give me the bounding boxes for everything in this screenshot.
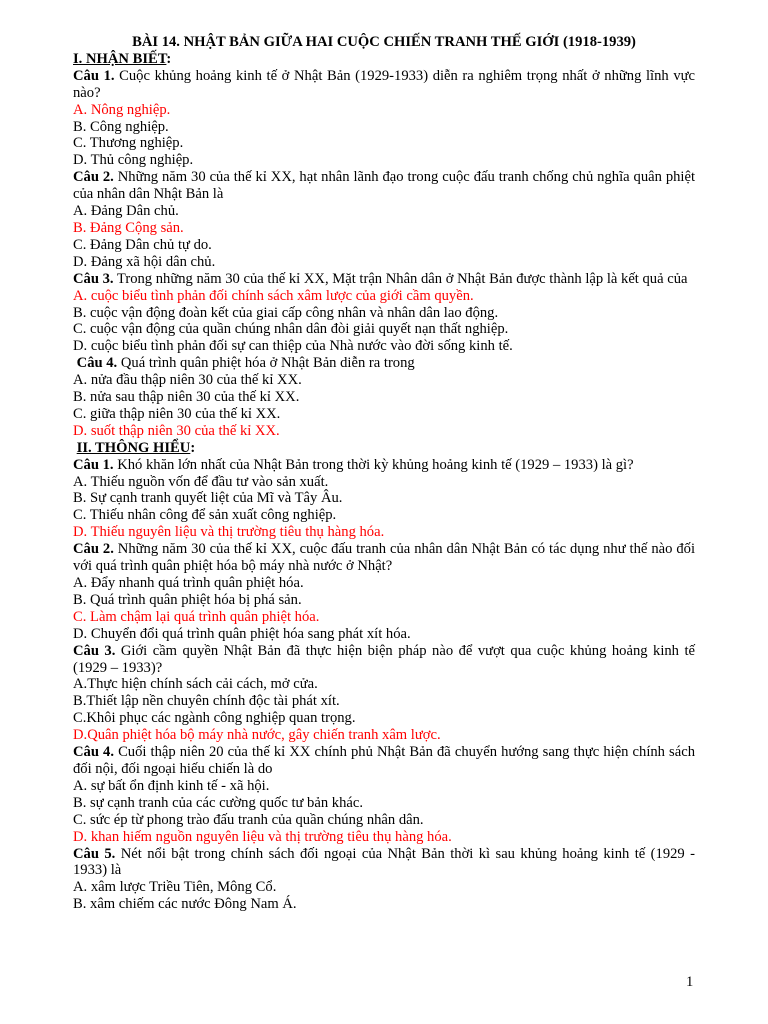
- answer-option: A. Đảng Dân chủ.: [73, 203, 179, 220]
- answer-option: C. Thiếu nhân công để sản xuất công nghiệp.: [73, 507, 337, 524]
- answer-option: B. cuộc vận động đoàn kết của giai cấp công nhân và nhân dân lao động.: [73, 304, 499, 321]
- answer-option-correct: A. Nông nghiệp.: [73, 101, 171, 118]
- question: [73, 643, 695, 677]
- question-label: Câu 3.: [73, 270, 114, 287]
- section-heading-text: II. THÔNG HIỂU: [76, 439, 191, 456]
- answer-option: B. nửa sau thập niên 30 của thế kỉ XX.: [73, 389, 300, 406]
- answer-option-correct: D. khan hiếm nguồn nguyên liệu và thị trường tiêu thụ hàng hóa.: [73, 828, 452, 845]
- question-label: Câu 2.: [73, 541, 114, 558]
- question-text: Trong những năm 30 của thế kỉ XX, Mặt trận Nhân dân ở Nhật Bản được thành lập là kết quả của: [113, 270, 688, 287]
- question: [73, 846, 695, 880]
- answer-option: C. cuộc vận động của quần chúng nhân dân đòi giải quyết nạn thất nghiệp.: [73, 321, 509, 338]
- question-label: Câu 1.: [73, 67, 115, 84]
- question-text: Quá trình quân phiệt hóa ở Nhật Bản diễn ra trong: [117, 355, 415, 372]
- section-heading-text: I. NHẬN BIẾT: [73, 50, 167, 67]
- question-label: Câu 1.: [73, 456, 114, 473]
- answer-option-correct: C. Làm chậm lại quá trình quân phiệt hóa.: [73, 608, 320, 625]
- question: [73, 169, 695, 203]
- answer-option: A. xâm lược Triều Tiên, Mông Cổ.: [73, 879, 277, 896]
- question: [73, 457, 695, 474]
- question-label: Câu 2.: [73, 169, 114, 186]
- answer-option: C. Thương nghiệp.: [73, 135, 184, 152]
- question: [73, 355, 695, 372]
- answer-option-correct: D. Thiếu nguyên liệu và thị trường tiêu thụ hàng hóa.: [73, 524, 385, 541]
- section-heading: [73, 440, 695, 457]
- answer-option: D. Chuyển đổi quá trình quân phiệt hóa sang phát xít hóa.: [73, 625, 411, 642]
- answer-option: C. giữa thập niên 30 của thế kỉ XX.: [73, 405, 281, 422]
- answer-option: B. sự cạnh tranh của các cường quốc tư bản khác.: [73, 794, 363, 811]
- question-label: Câu 5.: [73, 845, 116, 862]
- question: [73, 271, 695, 288]
- question-text: Giới cầm quyền Nhật Bản đã thực hiện biện pháp nào để vượt qua cuộc khủng hoảng kinh tế (1929 – 1933)?: [73, 642, 695, 676]
- question-text: Những năm 30 của thế kỉ XX, cuộc đấu tranh của nhân dân Nhật Bản có tác dụng như thế nào đối với quá trình quân phiệt hóa bộ máy nhà nước ở Nhật?: [73, 541, 695, 575]
- question-label: Câu 3.: [73, 642, 116, 659]
- answer-option: A.Thực hiện chính sách cải cách, mở cửa.: [73, 676, 318, 693]
- answer-option: D. Thủ công nghiệp.: [73, 152, 194, 169]
- page-title: BÀI 14. NHẬT BẢN GIỮA HAI CUỘC CHIẾN TRANH THẾ GIỚI (1918-1939): [132, 34, 636, 50]
- question-text: Nét nổi bật trong chính sách đối ngoại của Nhật Bản thời kì sau khủng hoảng kinh tế (1929 - 1933) là: [73, 845, 696, 879]
- section-heading-suffix: :: [190, 439, 196, 456]
- question: [73, 68, 695, 102]
- answer-option: C. Đảng Dân chủ tự do.: [73, 236, 212, 253]
- section-heading-suffix: :: [166, 50, 172, 67]
- question: [73, 541, 695, 575]
- question-label: Câu 4.: [73, 355, 118, 372]
- question-text: Cuối thập niên 20 của thế kỉ XX chính phủ Nhật Bản đã chuyển hướng sang thực hiện chính sách đối nội, đối ngoại hiếu chiến là do: [73, 744, 695, 777]
- answer-option: B.Thiết lập nền chuyên chính độc tài phát xít.: [73, 693, 340, 710]
- answer-option-correct: B. Đảng Cộng sản.: [73, 219, 184, 236]
- answer-option: C. sức ép từ phong trào đấu tranh của quần chúng nhân dân.: [73, 811, 424, 828]
- section-heading: [73, 51, 695, 68]
- page-number: 1: [686, 974, 694, 990]
- answer-option: A. Thiếu nguồn vốn để đầu tư vào sản xuất.: [73, 473, 329, 490]
- question-text: Cuộc khủng hoảng kinh tế ở Nhật Bản (1929-1933) diễn ra nghiêm trọng nhất ở những lĩnh vực nào?: [73, 67, 696, 101]
- answer-option: D. Đảng xã hội dân chủ.: [73, 253, 216, 270]
- answer-option-correct: A. cuộc biểu tình phản đối chính sách xâm lược của giới cầm quyền.: [73, 287, 474, 304]
- question-label: Câu 4.: [73, 744, 114, 761]
- answer-option: B. Quá trình quân phiệt hóa bị phá sản.: [73, 591, 302, 608]
- answer-option: A. nửa đầu thập niên 30 của thế kỉ XX.: [73, 372, 302, 389]
- answer-option: A. Đẩy nhanh quá trình quân phiệt hóa.: [73, 575, 304, 591]
- answer-option-correct: D. suốt thập niên 30 của thế kỉ XX.: [73, 422, 280, 439]
- answer-option: A. sự bất ổn định kinh tế - xã hội.: [73, 777, 270, 794]
- question-text: Những năm 30 của thế kỉ XX, hạt nhân lãnh đạo trong cuộc đấu tranh chống chủ nghĩa quân phiệt của nhân dân Nhật Bản là: [73, 169, 696, 203]
- question-text: Khó khăn lớn nhất của Nhật Bản trong thời kỳ khủng hoảng kinh tế (1929 – 1933) là gì?: [113, 456, 634, 473]
- document-body: [73, 34, 695, 913]
- answer-option: B. Sự cạnh tranh quyết liệt của Mĩ và Tây Âu.: [73, 490, 343, 507]
- answer-option: B. xâm chiếm các nước Đông Nam Á.: [73, 896, 297, 913]
- question: [73, 744, 695, 778]
- answer-option: D. cuộc biểu tình phản đối sự can thiệp của Nhà nước vào đời sống kinh tế.: [73, 338, 513, 355]
- answer-option: C.Khôi phục các ngành công nghiệp quan trọng.: [73, 710, 356, 727]
- answer-option-correct: D.Quân phiệt hóa bộ máy nhà nước, gây chiến tranh xâm lược.: [73, 727, 441, 744]
- answer-option: B. Công nghiệp.: [73, 118, 169, 135]
